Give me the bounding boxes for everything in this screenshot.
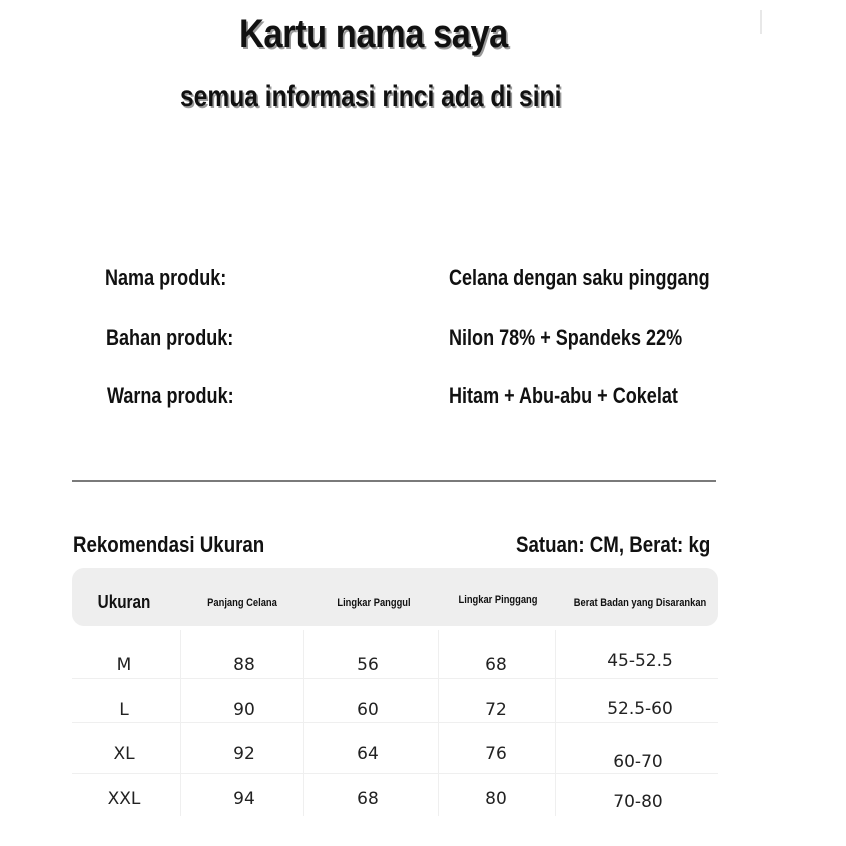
header-weight: Berat Badan yang Disarankan xyxy=(573,597,707,609)
info-value-color: Hitam + Abu-abu + Cokelat xyxy=(449,383,678,408)
cell-waist: 76 xyxy=(485,744,507,764)
row-divider xyxy=(72,773,718,774)
header-waist: Lingkar Pinggang xyxy=(458,594,538,606)
cell-hip: 56 xyxy=(357,655,379,675)
size-section-title: Rekomendasi Ukuran xyxy=(73,532,265,557)
cell-length: 92 xyxy=(233,744,255,764)
cell-weight: 45-52.5 xyxy=(607,651,673,671)
cell-weight: 70-80 xyxy=(613,792,663,812)
column-divider xyxy=(555,630,556,816)
cell-hip: 60 xyxy=(357,700,379,720)
column-divider xyxy=(180,630,181,816)
cell-weight: 52.5-60 xyxy=(607,699,673,719)
page-title: Kartu nama saya xyxy=(239,12,508,56)
header-hip: Lingkar Panggul xyxy=(337,597,411,609)
header-size: Ukuran xyxy=(97,592,151,612)
cell-size: L xyxy=(119,700,129,720)
info-label-material: Bahan produk: xyxy=(106,325,234,350)
row-divider xyxy=(72,722,718,723)
cell-weight: 60-70 xyxy=(613,752,663,772)
unit-note: Satuan: CM, Berat: kg xyxy=(516,532,711,557)
cell-waist: 68 xyxy=(485,655,507,675)
row-divider xyxy=(72,678,718,679)
cell-waist: 80 xyxy=(485,789,507,809)
cell-size: XL xyxy=(113,744,135,764)
info-label-color: Warna produk: xyxy=(107,383,234,408)
cell-hip: 64 xyxy=(357,744,379,764)
cell-length: 88 xyxy=(233,655,255,675)
info-label-name: Nama produk: xyxy=(105,265,227,290)
edge-mark xyxy=(760,10,762,34)
info-value-name: Celana dengan saku pinggang xyxy=(449,265,710,290)
size-table-header xyxy=(72,568,718,626)
info-value-material: Nilon 78% + Spandeks 22% xyxy=(449,325,683,350)
column-divider xyxy=(303,630,304,816)
section-divider xyxy=(72,480,716,482)
column-divider xyxy=(438,630,439,816)
cell-hip: 68 xyxy=(357,789,379,809)
cell-length: 90 xyxy=(233,700,255,720)
cell-size: XXL xyxy=(107,789,141,809)
header-length: Panjang Celana xyxy=(207,597,277,609)
page-subtitle: semua informasi rinci ada di sini xyxy=(180,80,562,113)
cell-size: M xyxy=(116,655,132,675)
cell-waist: 72 xyxy=(485,700,507,720)
cell-length: 94 xyxy=(233,789,255,809)
